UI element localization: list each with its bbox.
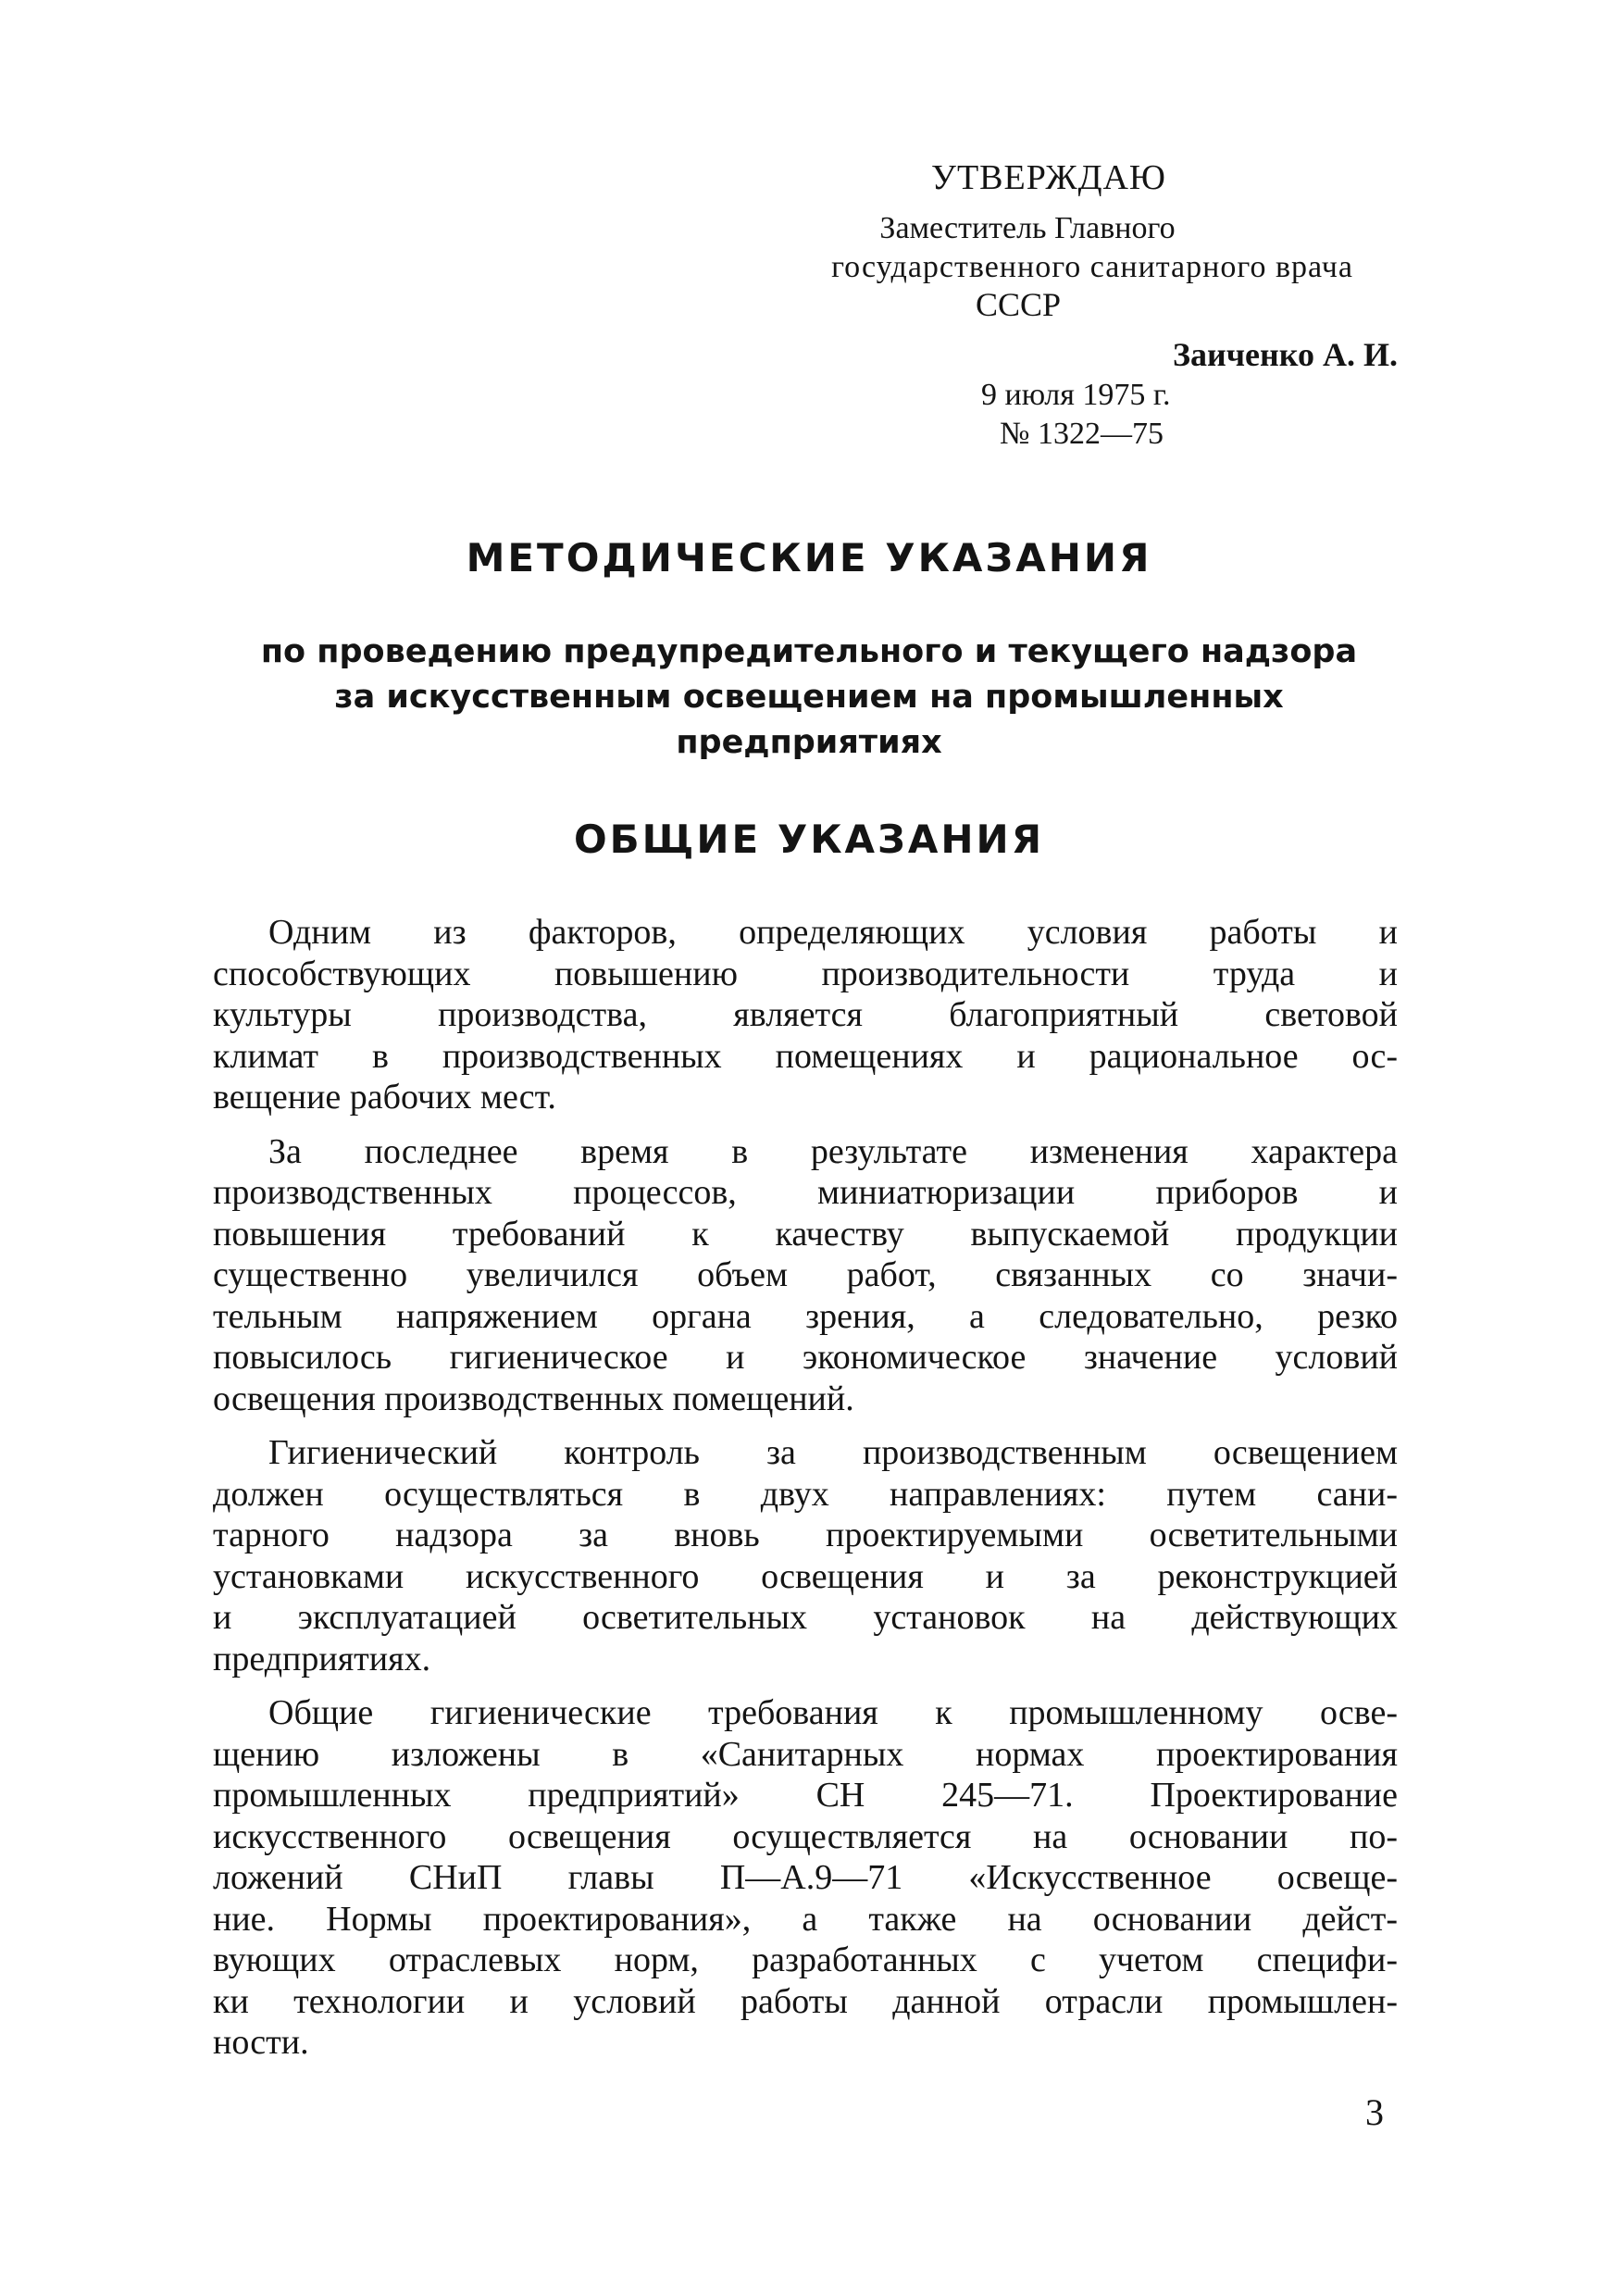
paragraph-1 xyxy=(213,912,1398,1118)
text-line: Гигиенический контроль за производственным освещением xyxy=(268,1433,1398,1472)
paragraph-3 xyxy=(213,1432,1398,1679)
body-text xyxy=(213,912,1398,2077)
subtitle-line: предприятиях xyxy=(676,724,942,761)
text-line: ние. Нормы проектирования», а также на основании дейст- xyxy=(213,1899,1398,1939)
approval-signer: Заиченко А. И. xyxy=(1172,336,1398,373)
text-line: Общие гигиенические требования к промышленному осве- xyxy=(268,1693,1398,1732)
section-title: ОБЩИЕ УКАЗАНИЯ xyxy=(573,817,1045,862)
text-line: производственных процессов, миниатюризации приборов и xyxy=(213,1173,1398,1212)
text-line: Одним из факторов, определяющих условия работы и xyxy=(268,913,1398,952)
text-line: ки технологии и условий работы данной отрасли промышлен- xyxy=(213,1981,1398,2021)
text-line: искусственного освещения осуществляется на основании по- xyxy=(213,1816,1398,1856)
text-line: предприятиях. xyxy=(213,1639,431,1678)
document-title: МЕТОДИЧЕСКИЕ УКАЗАНИЯ xyxy=(466,535,1152,580)
text-line: установками искусственного освещения и за реконструкцией xyxy=(213,1556,1398,1596)
approval-date: 9 июля 1975 г. xyxy=(981,378,1171,412)
text-line: способствующих повышению производительности труда и xyxy=(213,954,1398,993)
text-line: промышленных предприятий» СН 245—71. Проектирование xyxy=(213,1776,1398,1815)
approval-heading: УТВЕРЖДАЮ xyxy=(931,158,1166,197)
page-number: 3 xyxy=(1365,2091,1384,2133)
text-line: повысилось гигиеническое и экономическое значение условий xyxy=(213,1338,1398,1377)
subtitle-line: по проведению предупредительного и текущего надзора xyxy=(260,633,1358,670)
paragraph-2 xyxy=(213,1131,1398,1420)
text-line: существенно увеличился объем работ, связанных со значи- xyxy=(213,1255,1398,1294)
subtitle-line: за искусственным освещением на промышленных xyxy=(334,679,1284,716)
document-subtitle xyxy=(0,630,1618,766)
text-line: вующих отраслевых норм, разработанных с учетом специфи- xyxy=(213,1940,1398,1979)
text-line: культуры производства, является благоприятный световой xyxy=(213,995,1398,1034)
text-line: щению изложены в «Санитарных нормах проектирования xyxy=(213,1734,1398,1774)
approval-position-line-3: СССР xyxy=(975,286,1062,323)
text-line: климат в производственных помещениях и рациональное ос- xyxy=(213,1036,1398,1076)
text-line: ложений СНиП главы П—А.9—71 «Искусственное освеще- xyxy=(213,1858,1398,1897)
text-line: и эксплуатацией осветительных установок на действующих xyxy=(213,1598,1398,1637)
text-line: вещение рабочих мест. xyxy=(213,1078,556,1117)
text-line: тельным напряжением органа зрения, а следовательно, резко xyxy=(213,1296,1398,1336)
approval-position-line-1: Заместитель Главного xyxy=(879,211,1176,245)
paragraph-4 xyxy=(213,1692,1398,2064)
text-line: должен осуществляться в двух направлениях: путем сани- xyxy=(213,1474,1398,1514)
text-line: ности. xyxy=(213,2023,309,2062)
text-line: тарного надзора за вновь проектируемыми осветительными xyxy=(213,1516,1398,1554)
text-line: освещения производственных помещений. xyxy=(213,1379,854,1418)
text-line: За последнее время в результате изменения характера xyxy=(268,1131,1398,1171)
text-line: повышения требований к качеству выпускаемой продукции xyxy=(213,1214,1398,1254)
approval-number: № 1322—75 xyxy=(1000,417,1164,451)
approval-position-line-2: государственного санитарного врача xyxy=(831,250,1353,284)
